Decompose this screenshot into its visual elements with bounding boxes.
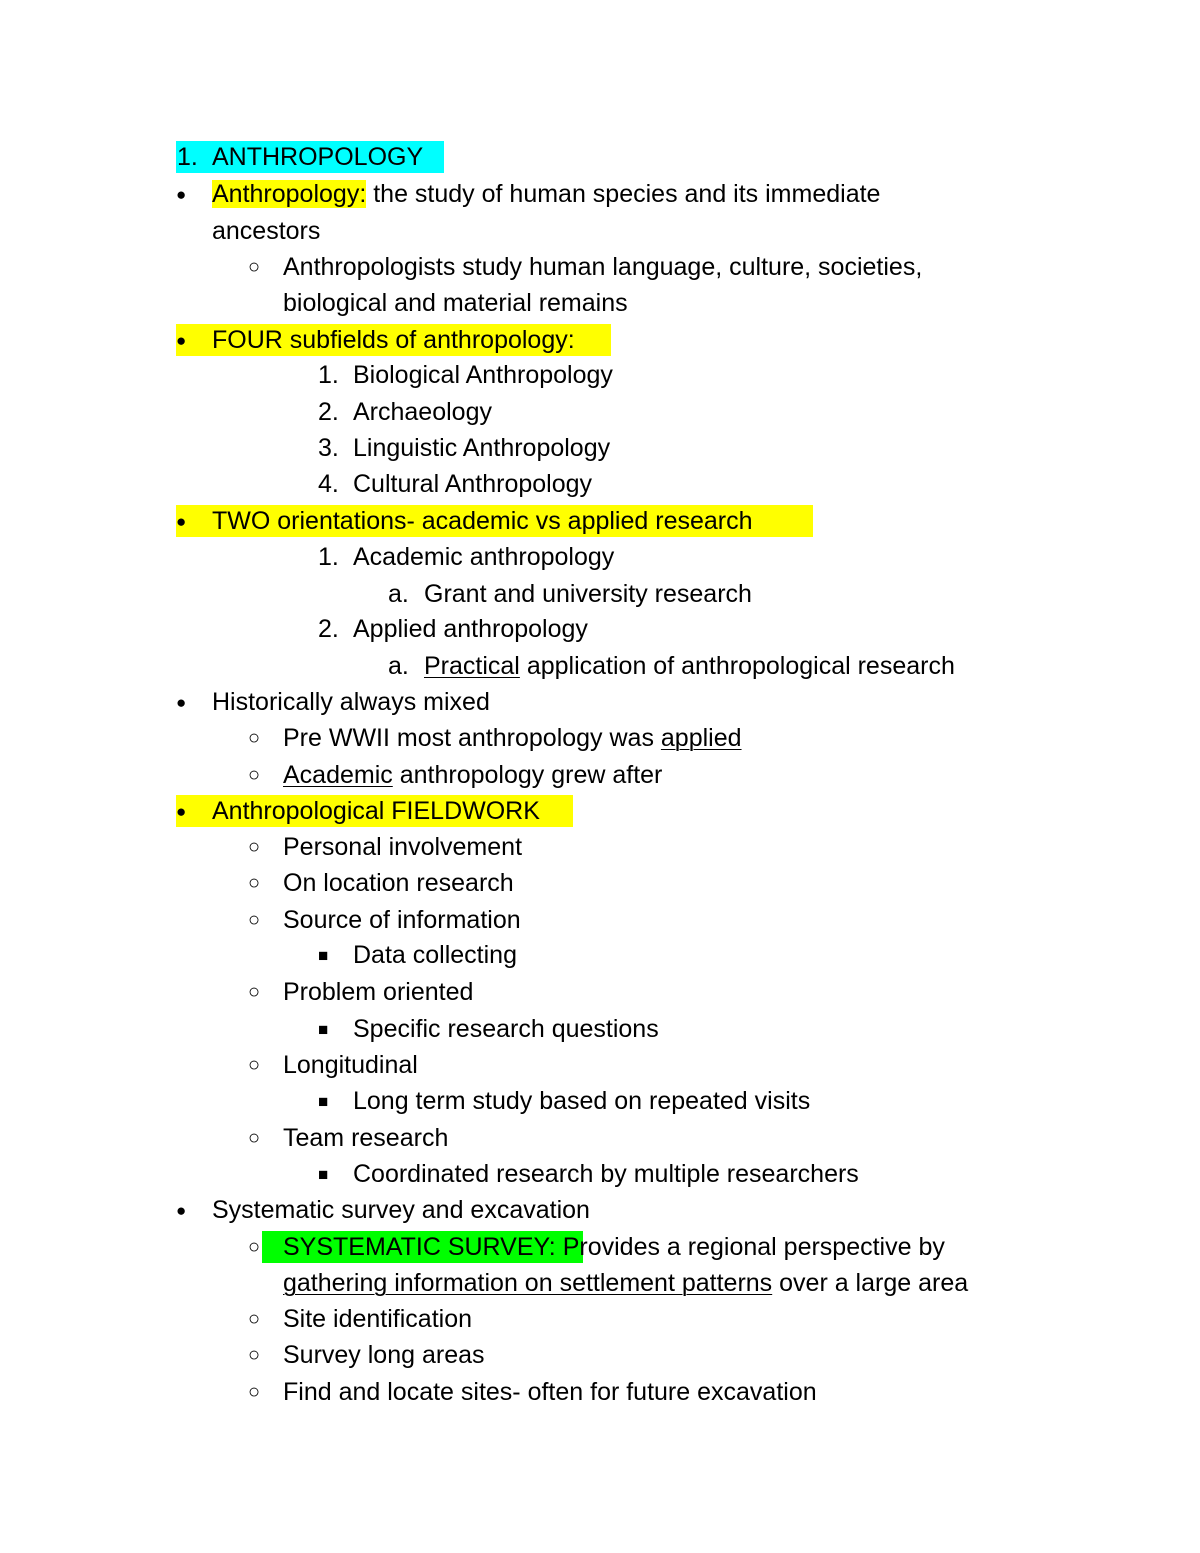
sub-bullet-marker: ○: [248, 981, 261, 1003]
fieldwork-detail: Specific research questions: [353, 1015, 659, 1043]
orientation-sub-item: [424, 651, 955, 681]
sub-bullet-marker: ○: [248, 1236, 261, 1258]
sub-bullet-marker: ○: [248, 836, 261, 858]
fieldwork-label: Anthropological FIELDWORK: [212, 797, 540, 825]
sub-bullet-marker: ○: [248, 256, 261, 278]
survey-rest: over a large area: [772, 1269, 969, 1297]
historically-label: Historically always mixed: [212, 688, 490, 716]
fieldwork-item: On location research: [283, 869, 514, 897]
definition-text: the study of human species and its immediate: [366, 180, 881, 208]
definition-line: [212, 179, 880, 209]
list-letter: a.: [388, 652, 409, 680]
underlined-term: applied: [660, 724, 742, 752]
survey-term: SYSTEMATIC SURVEY:: [283, 1233, 556, 1261]
definition-sub-line: biological and material remains: [283, 289, 628, 317]
bullet-marker: ●: [176, 802, 187, 821]
sub-bullet-marker: ○: [248, 1308, 261, 1330]
heading-title: ANTHROPOLOGY: [212, 143, 424, 171]
list-letter: a.: [388, 580, 409, 608]
survey-line-cont: [283, 1268, 968, 1298]
underlined-phrase: gathering information on settlement patterns: [283, 1269, 773, 1297]
square-marker: ■: [318, 946, 329, 965]
sub-bullet-marker: ○: [248, 1127, 261, 1149]
sub-bullet-marker: ○: [248, 727, 261, 749]
list-number: 4.: [318, 470, 339, 498]
list-number: 2.: [318, 615, 339, 643]
historically-text: anthropology grew after: [392, 761, 663, 789]
orientation-sub-item: Grant and university research: [424, 580, 752, 608]
fieldwork-item: Team research: [283, 1124, 449, 1152]
definition-term: Anthropology:: [212, 180, 367, 208]
fieldwork-item: Longitudinal: [283, 1051, 418, 1079]
heading-number: 1.: [177, 143, 198, 171]
square-marker: ■: [318, 1165, 329, 1184]
orientation-item: Applied anthropology: [353, 615, 588, 643]
sub-bullet-marker: ○: [248, 1344, 261, 1366]
bullet-marker: ●: [176, 693, 187, 712]
list-number: 2.: [318, 398, 339, 426]
systematic-item: Survey long areas: [283, 1341, 485, 1369]
bullet-marker: ●: [176, 331, 187, 350]
systematic-item: Site identification: [283, 1305, 473, 1333]
fieldwork-detail: Coordinated research by multiple researchers: [353, 1160, 859, 1188]
historically-sub-line: [283, 723, 742, 753]
square-marker: ■: [318, 1092, 329, 1111]
underlined-term: Academic: [283, 761, 393, 789]
definition-sub-line: Anthropologists study human language, culture, societies,: [283, 253, 923, 281]
list-number: 1.: [318, 361, 339, 389]
survey-line: [283, 1232, 945, 1262]
underlined-term: Practical: [424, 652, 520, 680]
fieldwork-detail: Long term study based on repeated visits: [353, 1087, 811, 1115]
subfields-label: FOUR subfields of anthropology:: [212, 326, 575, 354]
systematic-item: Find and locate sites- often for future excavation: [283, 1378, 817, 1406]
historically-sub-line: [283, 760, 662, 790]
historically-text: Pre WWII most anthropology was: [283, 724, 661, 752]
list-number: 3.: [318, 434, 339, 462]
subfield-item: Biological Anthropology: [353, 361, 613, 389]
fieldwork-item: Personal involvement: [283, 833, 523, 861]
fieldwork-item: Problem oriented: [283, 978, 474, 1006]
bullet-marker: ●: [176, 1201, 187, 1220]
square-marker: ■: [318, 1020, 329, 1039]
sub-bullet-marker: ○: [248, 1054, 261, 1076]
bullet-marker: ●: [176, 185, 187, 204]
fieldwork-item: Source of information: [283, 906, 521, 934]
definition-cont: ancestors: [212, 217, 321, 245]
list-number: 1.: [318, 543, 339, 571]
sub-bullet-marker: ○: [248, 764, 261, 786]
subfield-item: Linguistic Anthropology: [353, 434, 611, 462]
subfield-item: Archaeology: [353, 398, 492, 426]
survey-text: Provides a regional perspective by: [555, 1233, 945, 1261]
systematic-label: Systematic survey and excavation: [212, 1196, 590, 1224]
orientation-sub-text: application of anthropological research: [519, 652, 955, 680]
sub-bullet-marker: ○: [248, 872, 261, 894]
fieldwork-detail: Data collecting: [353, 941, 517, 969]
orientations-label: TWO orientations- academic vs applied research: [212, 507, 753, 535]
subfield-item: Cultural Anthropology: [353, 470, 593, 498]
orientation-item: Academic anthropology: [353, 543, 615, 571]
bullet-marker: ●: [176, 512, 187, 531]
sub-bullet-marker: ○: [248, 1381, 261, 1403]
sub-bullet-marker: ○: [248, 909, 261, 931]
